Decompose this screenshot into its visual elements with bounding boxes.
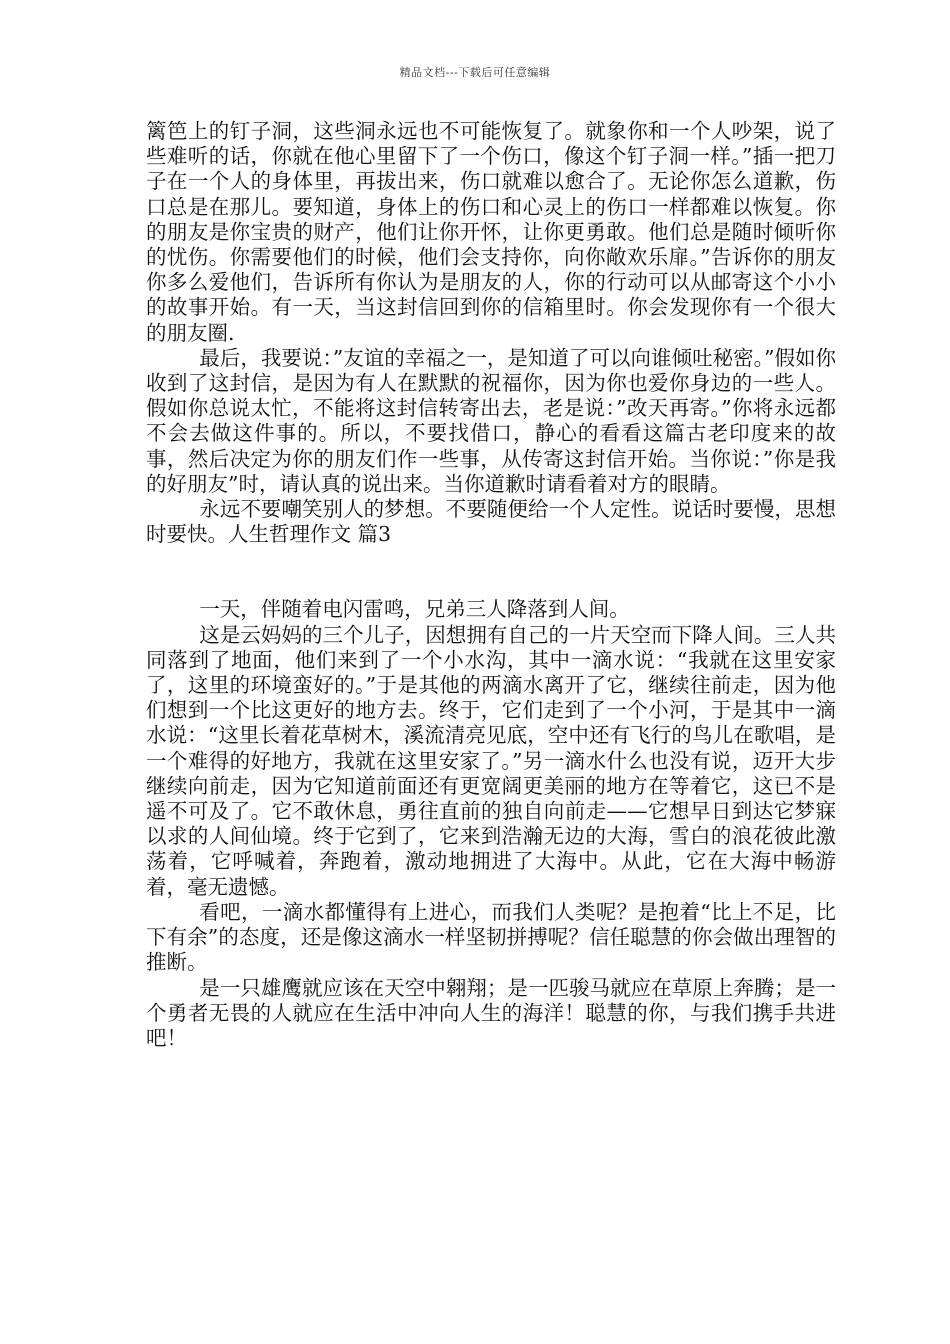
paragraph: 永远不要嘲笑别人的梦想。不要随便给一个人定性。说话时要慢，思想时要快。人生哲理作文 篇3 xyxy=(146,497,836,547)
section-spacer xyxy=(146,547,836,597)
paragraph: 看吧，一滴水都懂得有上进心，而我们人类呢？是抱着“比上不足，比下有余”的态度，还是像这滴水一样坚韧拼搏呢？信任聪慧的你会做出理智的推断。 xyxy=(146,899,836,975)
paragraph: 篱笆上的钉子洞，这些洞永远也不可能恢复了。就象你和一个人吵架，说了些难听的话，你就在他心里留下了一个伤口，像这个钉子洞一样。”插一把刀子在一个人的身体里，再拔出来，伤口就难以愈合了。无论你怎么道歉，伤口总是在那儿。要知道，身体上的伤口和心灵上的伤口一样都难以恢复。你的朋友是你宝贵的财产，他们让你开怀，让你更勇敢。他们总是随时倾听你的忧伤。你需要他们的时候，他们会支持你，向你敞欢乐扉。”告诉你的朋友你多么爱他们，告诉所有你认为是朋友的人，你的行动可以从邮寄这个小小的故事开始。有一天，当这封信回到你的信箱里时。你会发现你有一个很大的朋友圈. xyxy=(146,119,836,345)
page-header: 精品文档---下载后可任意编辑 xyxy=(399,66,551,79)
paragraph: 最后，我要说：”友谊的幸福之一，是知道了可以向谁倾吐秘密。”假如你收到了这封信，是因为有人在默默的祝福你，因为你也爱你身边的一些人。假如你总说太忙，不能将这封信转寄出去，老是说：”改天再寄。”你将永远都不会去做这件事的。所以，不要找借口，静心的看看这篇古老印度来的故事，然后决定为你的朋友们作一些事，从传寄这封信开始。当你说：”你是我的好朋友”时，请认真的说出来。当你道歉时请看着对方的眼睛。 xyxy=(146,345,836,496)
paragraph: 一天，伴随着电闪雷鸣，兄弟三人降落到人间。 xyxy=(199,597,630,622)
paragraph: 这是云妈妈的三个儿子，因想拥有自己的一片天空而下降人间。三人共同落到了地面，他们来到了一个小水沟，其中一滴水说：“我就在这里安家了，这里的环境蛮好的。”于是其他的两滴水离开了它，继续往前走，因为他们想到一个比这更好的地方去。终于，它们走到了一个小河，于是其中一滴水说：“这里长着花草树木，溪流清亮见底，空中还有飞行的鸟儿在歌唱，是一个难得的好地方，我就在这里安家了。”另一滴水什么也没有说，迈开大步继续向前走，因为它知道前面还有更宽阔更美丽的地方在等着它，这已不是遥不可及了。它不敢休息，勇往直前的独自向前走——它想早日到达它梦寐以求的人间仙境。终于它到了，它来到浩瀚无边的大海，雪白的浪花彼此激荡着，它呼喊着，奔跑着，激动地拥进了大海中。从此，它在大海中畅游着，毫无遗憾。 xyxy=(146,622,836,899)
document-body xyxy=(146,119,836,1051)
paragraph: 是一只雄鹰就应该在天空中翱翔；是一匹骏马就应在草原上奔腾；是一个勇者无畏的人就应在生活中冲向人生的海洋！聪慧的你，与我们携手共进吧！ xyxy=(146,975,836,1050)
